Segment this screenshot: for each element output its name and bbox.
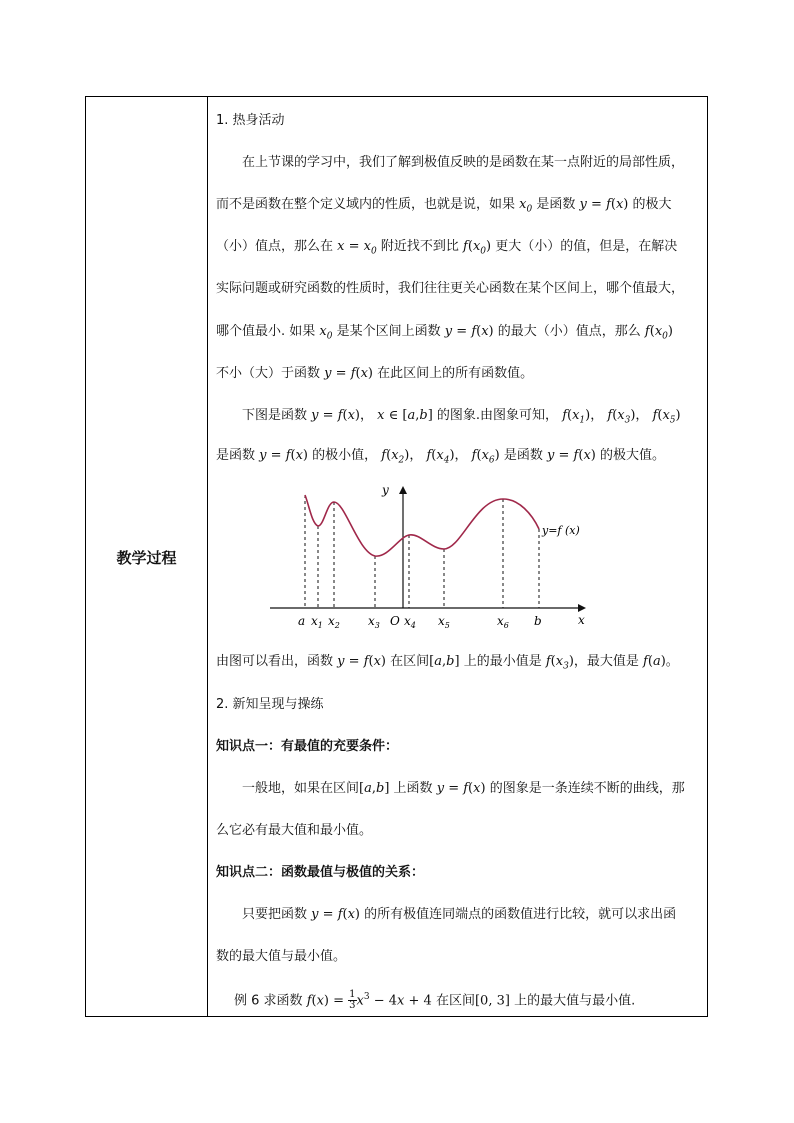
knowledge-point-2-title: 知识点二：函数最值与极值的关系：: [216, 865, 425, 880]
heading-warmup: 1. 热身活动: [216, 113, 285, 128]
para1-line5: 哪个值最小. 如果 $x_0$ 是某个区间上函数 y = f(x) 的最大（小）值点，那么 $f(x_0)$: [216, 324, 673, 342]
x-axis-label: x: [578, 613, 585, 627]
para2-line1: 下图是函数 y = f(x)， x ∈ [a,b] 的图象.由图象可知， $f(x_1)$， $f(x_3)$， $f(x_5)$: [242, 408, 681, 426]
kp2-line1: 只要把函数 y = f(x) 的所有极值连同端点的函数值进行比较，就可以求出函: [242, 907, 677, 922]
tick-x4: $x_4$: [404, 614, 416, 630]
column-divider: [207, 97, 208, 1016]
tick-labels: [298, 614, 542, 630]
tick-o: O: [390, 614, 400, 628]
kp1-line2: 么它必有最大值和最小值。: [216, 823, 373, 838]
tick-a: a: [298, 614, 306, 628]
example-6: 例 6 求函数 f(x) = $\frac{1}{3}$ $x^3 - 4x + 4$ 在区间[0, 3] 上的最大值与最小值.: [234, 989, 636, 1012]
math-x0: $x_0$: [519, 197, 533, 215]
para1-line3: （小）值点，那么在 $x = x_0$ 附近找不到比 $f(x_0)$ 更大（小）的值，但是，在解决: [216, 239, 678, 257]
dashed-guides: [305, 495, 539, 608]
y-axis-label: y: [382, 483, 389, 497]
heading-new-knowledge: 2. 新知呈现与操练: [216, 697, 324, 712]
function-graph: [256, 480, 586, 630]
math-y-eq-fx: y: [579, 197, 587, 212]
fraction-one-third: $\frac{1}{3}$: [349, 989, 356, 1012]
y-axis-arrow-icon: [399, 486, 407, 494]
curve-label: y=f (x): [542, 524, 580, 537]
para1-line4: 实际问题或研究函数的性质时，我们往往更关心函数在某个区间上，哪个值最大，: [216, 281, 685, 296]
para2-line2: 是函数 y = f(x) 的极小值， $f(x_2)$， $f(x_4)$， $f(x_6)$ 是函数 y = f(x) 的极大值。: [216, 448, 666, 466]
kp1-line1: 一般地，如果在区间[a,b] 上函数 y = f(x) 的图象是一条连续不断的曲线，那: [242, 781, 685, 796]
para1-line6: 不小（大）于函数 y = f(x) 在此区间上的所有函数值。: [216, 366, 534, 381]
math-f-x0: f: [463, 239, 468, 254]
section-label: 教学过程: [116, 549, 177, 567]
para3-line1: 由图可以看出，函数 y = f(x) 在区间[a,b] 上的最小值是 $f(x_3)$，最大值是 f(a)。: [216, 654, 679, 672]
tick-x2: $x_2$: [328, 614, 340, 630]
math-x-eq-x0: x: [337, 239, 345, 254]
x-axis-arrow-icon: [578, 604, 586, 612]
tick-x3: $x_3$: [368, 614, 380, 630]
tick-x6: $x_6$: [497, 614, 509, 630]
tick-b: b: [534, 614, 542, 628]
function-curve: [305, 495, 539, 556]
knowledge-point-1-title: 知识点一：有最值的充要条件：: [216, 739, 399, 754]
para1-line2: 而不是函数在整个定义域内的性质，也就是说，如果 $x_0$ 是函数 y = f(x) 的极大: [216, 197, 672, 215]
tick-x1: $x_1$: [311, 614, 323, 630]
kp2-line2: 数的最大值与最小值。: [216, 949, 347, 964]
lesson-table: [85, 96, 708, 1017]
tick-x5: $x_5$: [438, 614, 450, 630]
para1-line1: 在上节课的学习中，我们了解到极值反映的是函数在某一点附近的局部性质，: [242, 155, 685, 170]
